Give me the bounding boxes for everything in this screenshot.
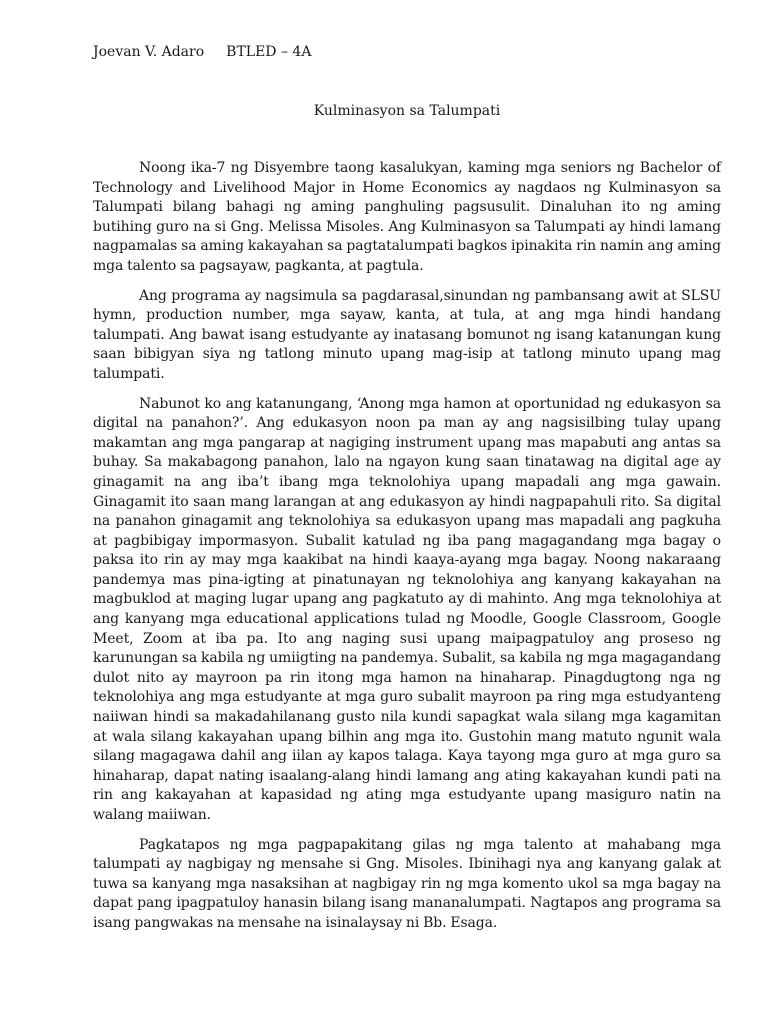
paragraph-3: Nabunot ko ang katanungang, ‘Anong mga hamon at oportunidad ng edukasyon sa digital na panahon?’. Ang edukasyon noon pa man ay ang nagsisilbing tulay upang makamtan ang mga pangarap at nagiging instrument upang mas mapabuti ang antas sa buhay. Sa makabagong panahon, lalo na ngayon kung saan tinatawag na digital age ay ginagamit na ang iba’t ibang mga teknolohiya upang mapadali ang mga gawain. Ginagamit ito saan mang larangan at ang edukasyon ay hindi nagpapahuli rito. Sa digital na panahon ginagamit ang teknolohiya sa edukasyon upang mas mapadali ang pagkuha at pagbibigay impormasyon. Subalit katulad ng iba pang magagandang mga bagay o paksa ito rin ay may mga kaakibat na hindi kaaya-ayang mga bagay. Noong nakaraang pandemya mas pina-igting at pinatunayan ng teknolohiya ang kanyang kakayahan na magbuklod at maging lugar upang ang pagkatuto ay di mahinto. Ang mga teknolohiya at ang kanyang mga educational applications tulad ng Moodle, Google Classroom, Google Meet, Zoom at iba pa. Ito ang naging susi upang maipagpatuloy ang proseso ng karunungan sa kabila ng umiigting na pandemya. Subalit, sa kabila ng mga magagandang dulot nito ay mayroon pa rin itong mga hamon na hinaharap. Pinagdugtong nga ng teknolohiya ang mga estudyante at mga guro subalit mayroon pa ring mga estudyanteng naiiwan hindi sa makadahilanang gusto nila kundi sapagkat wala silang mga kagamitan at wala silang kakayahan upang bilhin ang mga ito. Gustohin mang matuto ngunit wala silang magagawa dahil ang iilan ay kapos talaga. Kaya tayong mga guro at mga guro sa hinaharap, dapat nating isaalang-alang hindi lamang ang ating kakayahan kundi pati na rin ang kakayahan at kapasidad ng ating mga estudyante upang masiguro natin na walang maiiwan.: [93, 395, 721, 823]
paragraph-1: Noong ika-7 ng Disyembre taong kasalukyan, kaming mga seniors ng Bachelor of Technology and Livelihood Major in Home Economics ay nagdaos ng Kulminasyon sa Talumpati bilang bahagi ng aming panghuling pagsusulit. Dinaluhan ito ng aming butihing guro na si Gng. Melissa Misoles. Ang Kulminasyon sa Talumpati ay hindi lamang nagpamalas sa aming kakayahan sa pagtatalumpati bagkos ipinakita rin namin ang aming mga talento sa pagsayaw, pagkanta, at pagtula.: [93, 160, 721, 274]
document-header: [93, 42, 721, 62]
paragraph-2: Ang programa ay nagsimula sa pagdarasal,sinundan ng pambansang awit at SLSU hymn, production number, mga sayaw, kanta, at tula, at ang mga hindi handang talumpati. Ang bawat isang estudyante ay inatasang bomunot ng isang katanungan kung saan bibigyan siya ng tatlong minuto upang mag-isip at tatlong minuto upang mag talumpati.: [93, 287, 721, 382]
author-name: Joevan V. Adaro: [93, 44, 205, 60]
paragraph-4: Pagkatapos ng mga pagpapakitang gilas ng mga talento at mahabang mga talumpati ay nagbigay ng mensahe si Gng. Misoles. Ibinihagi nya ang kanyang galak at tuwa sa kanyang mga nasaksihan at nagbigay rin ng mga komento ukol sa mga bagay na dapat pang ipagpatuloy hanasin bilang isang mananalumpati. Nagtapos ang programa sa isang pangwakas na mensahe na isinalaysay ni Bb. Esaga.: [93, 836, 721, 931]
course-section: BTLED – 4A: [226, 44, 312, 60]
document-title: Kulminasyon sa Talumpati: [313, 103, 501, 119]
document-page: [93, 42, 721, 944]
